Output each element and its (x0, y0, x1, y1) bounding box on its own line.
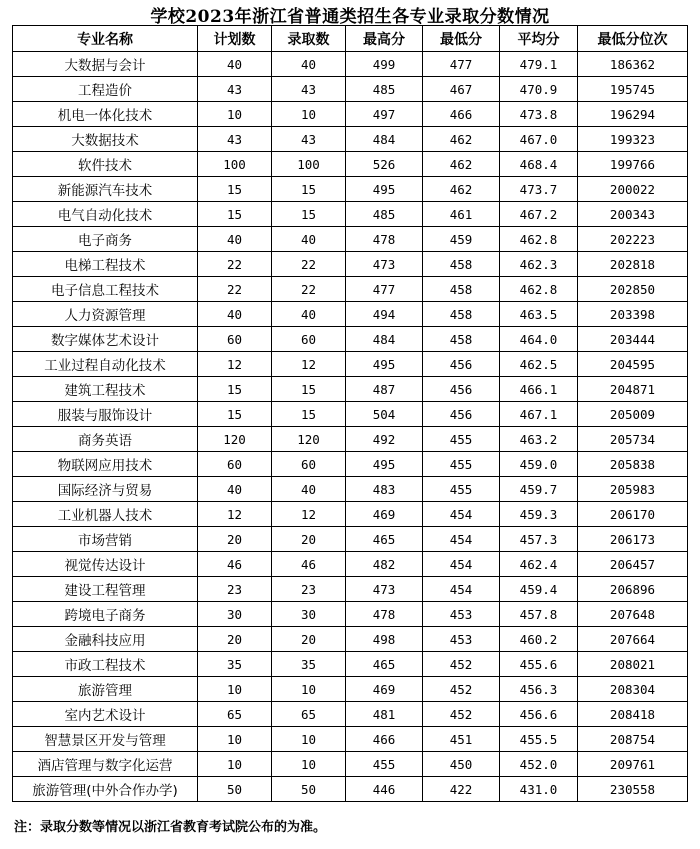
cell-plan-count: 35 (198, 652, 272, 677)
cell-lowest-score: 458 (423, 252, 500, 277)
cell-lowest-score: 452 (423, 702, 500, 727)
cell-highest-score: 499 (346, 52, 423, 77)
header-lowest-score: 最低分 (423, 26, 500, 52)
cell-major-name: 市场营销 (13, 527, 198, 552)
cell-highest-score: 495 (346, 352, 423, 377)
cell-lowest-rank: 208304 (578, 677, 688, 702)
cell-major-name: 人力资源管理 (13, 302, 198, 327)
cell-lowest-score: 454 (423, 577, 500, 602)
cell-lowest-score: 456 (423, 377, 500, 402)
cell-plan-count: 15 (198, 377, 272, 402)
cell-highest-score: 492 (346, 427, 423, 452)
table-row (13, 677, 688, 702)
cell-admitted-count: 23 (272, 577, 346, 602)
cell-lowest-score: 456 (423, 402, 500, 427)
cell-admitted-count: 22 (272, 252, 346, 277)
cell-major-name: 商务英语 (13, 427, 198, 452)
cell-lowest-score: 452 (423, 677, 500, 702)
cell-admitted-count: 10 (272, 102, 346, 127)
cell-plan-count: 40 (198, 52, 272, 77)
header-plan-count: 计划数 (198, 26, 272, 52)
table-row (13, 127, 688, 152)
cell-major-name: 视觉传达设计 (13, 552, 198, 577)
cell-highest-score: 504 (346, 402, 423, 427)
cell-lowest-rank: 206896 (578, 577, 688, 602)
cell-plan-count: 40 (198, 227, 272, 252)
cell-lowest-score: 454 (423, 527, 500, 552)
table-row (13, 602, 688, 627)
cell-average-score: 467.2 (500, 202, 578, 227)
cell-lowest-rank: 207648 (578, 602, 688, 627)
cell-lowest-rank: 205983 (578, 477, 688, 502)
cell-average-score: 459.3 (500, 502, 578, 527)
cell-plan-count: 46 (198, 552, 272, 577)
cell-admitted-count: 60 (272, 327, 346, 352)
table-row (13, 427, 688, 452)
table-row (13, 502, 688, 527)
header-average-score: 平均分 (500, 26, 578, 52)
cell-average-score: 462.5 (500, 352, 578, 377)
cell-lowest-score: 467 (423, 77, 500, 102)
cell-average-score: 470.9 (500, 77, 578, 102)
cell-major-name: 工程造价 (13, 77, 198, 102)
cell-average-score: 468.4 (500, 152, 578, 177)
cell-average-score: 455.6 (500, 652, 578, 677)
cell-average-score: 462.3 (500, 252, 578, 277)
cell-average-score: 459.0 (500, 452, 578, 477)
table-row (13, 727, 688, 752)
cell-admitted-count: 10 (272, 677, 346, 702)
cell-admitted-count: 40 (272, 227, 346, 252)
cell-lowest-rank: 199766 (578, 152, 688, 177)
cell-highest-score: 485 (346, 77, 423, 102)
cell-lowest-rank: 208418 (578, 702, 688, 727)
cell-plan-count: 15 (198, 202, 272, 227)
cell-highest-score: 487 (346, 377, 423, 402)
header-admitted-count: 录取数 (272, 26, 346, 52)
cell-major-name: 建设工程管理 (13, 577, 198, 602)
cell-admitted-count: 12 (272, 352, 346, 377)
cell-lowest-rank: 195745 (578, 77, 688, 102)
cell-admitted-count: 60 (272, 452, 346, 477)
cell-average-score: 463.2 (500, 427, 578, 452)
cell-plan-count: 10 (198, 727, 272, 752)
cell-lowest-rank: 209761 (578, 752, 688, 777)
cell-plan-count: 22 (198, 277, 272, 302)
admission-score-table (12, 25, 688, 802)
cell-highest-score: 478 (346, 227, 423, 252)
cell-plan-count: 43 (198, 77, 272, 102)
cell-major-name: 工业机器人技术 (13, 502, 198, 527)
cell-highest-score: 478 (346, 602, 423, 627)
cell-admitted-count: 65 (272, 702, 346, 727)
cell-admitted-count: 22 (272, 277, 346, 302)
cell-lowest-score: 462 (423, 177, 500, 202)
cell-plan-count: 15 (198, 177, 272, 202)
header-lowest-rank: 最低分位次 (578, 26, 688, 52)
cell-highest-score: 465 (346, 652, 423, 677)
cell-admitted-count: 15 (272, 377, 346, 402)
cell-plan-count: 120 (198, 427, 272, 452)
cell-plan-count: 15 (198, 402, 272, 427)
cell-highest-score: 495 (346, 177, 423, 202)
cell-lowest-rank: 204595 (578, 352, 688, 377)
cell-average-score: 462.4 (500, 552, 578, 577)
cell-plan-count: 20 (198, 527, 272, 552)
table-row (13, 452, 688, 477)
cell-average-score: 431.0 (500, 777, 578, 802)
cell-admitted-count: 12 (272, 502, 346, 527)
cell-average-score: 457.8 (500, 602, 578, 627)
cell-lowest-rank: 206457 (578, 552, 688, 577)
cell-lowest-score: 450 (423, 752, 500, 777)
cell-lowest-score: 461 (423, 202, 500, 227)
header-major-name: 专业名称 (13, 26, 198, 52)
cell-highest-score: 469 (346, 677, 423, 702)
cell-admitted-count: 35 (272, 652, 346, 677)
cell-lowest-rank: 207664 (578, 627, 688, 652)
cell-lowest-rank: 205734 (578, 427, 688, 452)
cell-highest-score: 497 (346, 102, 423, 127)
table-row (13, 52, 688, 77)
cell-lowest-score: 455 (423, 477, 500, 502)
cell-highest-score: 494 (346, 302, 423, 327)
table-body (13, 52, 688, 802)
cell-highest-score: 466 (346, 727, 423, 752)
footnote: 注：录取分数等情况以浙江省教育考试院公布的为准。 (14, 820, 327, 835)
table-row (13, 152, 688, 177)
table-row (13, 477, 688, 502)
table-row (13, 252, 688, 277)
cell-plan-count: 10 (198, 677, 272, 702)
cell-admitted-count: 43 (272, 77, 346, 102)
cell-highest-score: 481 (346, 702, 423, 727)
cell-major-name: 新能源汽车技术 (13, 177, 198, 202)
table-row (13, 627, 688, 652)
cell-highest-score: 482 (346, 552, 423, 577)
cell-admitted-count: 15 (272, 177, 346, 202)
cell-plan-count: 100 (198, 152, 272, 177)
cell-plan-count: 40 (198, 302, 272, 327)
cell-plan-count: 50 (198, 777, 272, 802)
table-row (13, 577, 688, 602)
cell-lowest-score: 455 (423, 452, 500, 477)
cell-average-score: 473.8 (500, 102, 578, 127)
table-row (13, 377, 688, 402)
cell-lowest-rank: 206173 (578, 527, 688, 552)
cell-plan-count: 10 (198, 752, 272, 777)
cell-major-name: 大数据与会计 (13, 52, 198, 77)
cell-admitted-count: 43 (272, 127, 346, 152)
cell-plan-count: 30 (198, 602, 272, 627)
cell-admitted-count: 10 (272, 752, 346, 777)
cell-lowest-rank: 205009 (578, 402, 688, 427)
header-highest-score: 最高分 (346, 26, 423, 52)
cell-average-score: 467.1 (500, 402, 578, 427)
cell-highest-score: 455 (346, 752, 423, 777)
cell-major-name: 机电一体化技术 (13, 102, 198, 127)
cell-highest-score: 483 (346, 477, 423, 502)
cell-lowest-rank: 200022 (578, 177, 688, 202)
cell-average-score: 457.3 (500, 527, 578, 552)
cell-lowest-rank: 205838 (578, 452, 688, 477)
cell-major-name: 工业过程自动化技术 (13, 352, 198, 377)
cell-major-name: 电梯工程技术 (13, 252, 198, 277)
cell-lowest-rank: 208021 (578, 652, 688, 677)
cell-major-name: 电子商务 (13, 227, 198, 252)
cell-plan-count: 40 (198, 477, 272, 502)
cell-plan-count: 65 (198, 702, 272, 727)
cell-lowest-score: 477 (423, 52, 500, 77)
cell-admitted-count: 50 (272, 777, 346, 802)
table-row (13, 402, 688, 427)
cell-admitted-count: 40 (272, 52, 346, 77)
cell-lowest-rank: 202850 (578, 277, 688, 302)
cell-lowest-score: 462 (423, 152, 500, 177)
cell-plan-count: 43 (198, 127, 272, 152)
cell-lowest-score: 458 (423, 327, 500, 352)
cell-major-name: 智慧景区开发与管理 (13, 727, 198, 752)
cell-average-score: 456.6 (500, 702, 578, 727)
cell-lowest-rank: 202818 (578, 252, 688, 277)
table-row (13, 227, 688, 252)
cell-major-name: 室内艺术设计 (13, 702, 198, 727)
table-row (13, 177, 688, 202)
table-row (13, 752, 688, 777)
cell-lowest-score: 455 (423, 427, 500, 452)
cell-average-score: 473.7 (500, 177, 578, 202)
cell-major-name: 服装与服饰设计 (13, 402, 198, 427)
cell-lowest-score: 453 (423, 602, 500, 627)
cell-average-score: 462.8 (500, 277, 578, 302)
table-row (13, 202, 688, 227)
cell-admitted-count: 20 (272, 627, 346, 652)
cell-admitted-count: 20 (272, 527, 346, 552)
table-row (13, 352, 688, 377)
table-row (13, 552, 688, 577)
cell-average-score: 456.3 (500, 677, 578, 702)
table-header-row (13, 26, 688, 52)
cell-average-score: 459.7 (500, 477, 578, 502)
cell-highest-score: 469 (346, 502, 423, 527)
cell-lowest-rank: 206170 (578, 502, 688, 527)
cell-highest-score: 495 (346, 452, 423, 477)
cell-lowest-rank: 230558 (578, 777, 688, 802)
cell-plan-count: 60 (198, 452, 272, 477)
page-title: 学校2023年浙江省普通类招生各专业录取分数情况 (150, 7, 550, 27)
cell-admitted-count: 10 (272, 727, 346, 752)
cell-average-score: 467.0 (500, 127, 578, 152)
table-row (13, 77, 688, 102)
cell-highest-score: 473 (346, 252, 423, 277)
table-row (13, 777, 688, 802)
cell-admitted-count: 30 (272, 602, 346, 627)
cell-lowest-score: 458 (423, 302, 500, 327)
table-row (13, 702, 688, 727)
cell-lowest-score: 452 (423, 652, 500, 677)
cell-average-score: 460.2 (500, 627, 578, 652)
cell-major-name: 金融科技应用 (13, 627, 198, 652)
cell-major-name: 建筑工程技术 (13, 377, 198, 402)
cell-major-name: 酒店管理与数字化运营 (13, 752, 198, 777)
cell-average-score: 463.5 (500, 302, 578, 327)
cell-plan-count: 22 (198, 252, 272, 277)
cell-average-score: 479.1 (500, 52, 578, 77)
table-row (13, 327, 688, 352)
cell-lowest-score: 454 (423, 552, 500, 577)
cell-lowest-score: 458 (423, 277, 500, 302)
cell-lowest-rank: 202223 (578, 227, 688, 252)
cell-plan-count: 23 (198, 577, 272, 602)
cell-major-name: 国际经济与贸易 (13, 477, 198, 502)
cell-highest-score: 498 (346, 627, 423, 652)
cell-lowest-rank: 199323 (578, 127, 688, 152)
cell-lowest-score: 451 (423, 727, 500, 752)
cell-lowest-rank: 203398 (578, 302, 688, 327)
cell-lowest-rank: 204871 (578, 377, 688, 402)
cell-plan-count: 20 (198, 627, 272, 652)
cell-admitted-count: 15 (272, 402, 346, 427)
cell-plan-count: 12 (198, 502, 272, 527)
cell-major-name: 数字媒体艺术设计 (13, 327, 198, 352)
cell-lowest-score: 456 (423, 352, 500, 377)
cell-plan-count: 10 (198, 102, 272, 127)
cell-lowest-score: 459 (423, 227, 500, 252)
cell-major-name: 旅游管理 (13, 677, 198, 702)
cell-plan-count: 12 (198, 352, 272, 377)
cell-lowest-rank: 186362 (578, 52, 688, 77)
table-row (13, 102, 688, 127)
cell-highest-score: 465 (346, 527, 423, 552)
cell-lowest-rank: 200343 (578, 202, 688, 227)
cell-average-score: 464.0 (500, 327, 578, 352)
cell-lowest-score: 454 (423, 502, 500, 527)
cell-major-name: 软件技术 (13, 152, 198, 177)
cell-highest-score: 484 (346, 327, 423, 352)
cell-average-score: 466.1 (500, 377, 578, 402)
cell-plan-count: 60 (198, 327, 272, 352)
cell-admitted-count: 46 (272, 552, 346, 577)
cell-average-score: 455.5 (500, 727, 578, 752)
cell-admitted-count: 15 (272, 202, 346, 227)
cell-major-name: 电子信息工程技术 (13, 277, 198, 302)
cell-major-name: 电气自动化技术 (13, 202, 198, 227)
cell-highest-score: 485 (346, 202, 423, 227)
cell-major-name: 大数据技术 (13, 127, 198, 152)
table-row (13, 277, 688, 302)
cell-highest-score: 473 (346, 577, 423, 602)
cell-lowest-rank: 203444 (578, 327, 688, 352)
cell-admitted-count: 40 (272, 477, 346, 502)
cell-lowest-score: 422 (423, 777, 500, 802)
cell-highest-score: 446 (346, 777, 423, 802)
cell-highest-score: 484 (346, 127, 423, 152)
cell-lowest-score: 466 (423, 102, 500, 127)
cell-lowest-rank: 196294 (578, 102, 688, 127)
cell-highest-score: 477 (346, 277, 423, 302)
table-row (13, 302, 688, 327)
table-row (13, 652, 688, 677)
cell-lowest-rank: 208754 (578, 727, 688, 752)
cell-lowest-score: 462 (423, 127, 500, 152)
cell-average-score: 459.4 (500, 577, 578, 602)
cell-lowest-score: 453 (423, 627, 500, 652)
cell-major-name: 物联网应用技术 (13, 452, 198, 477)
cell-highest-score: 526 (346, 152, 423, 177)
cell-admitted-count: 120 (272, 427, 346, 452)
cell-admitted-count: 100 (272, 152, 346, 177)
cell-major-name: 市政工程技术 (13, 652, 198, 677)
cell-major-name: 旅游管理(中外合作办学) (13, 777, 198, 802)
table-row (13, 527, 688, 552)
cell-admitted-count: 40 (272, 302, 346, 327)
cell-average-score: 462.8 (500, 227, 578, 252)
cell-average-score: 452.0 (500, 752, 578, 777)
cell-major-name: 跨境电子商务 (13, 602, 198, 627)
